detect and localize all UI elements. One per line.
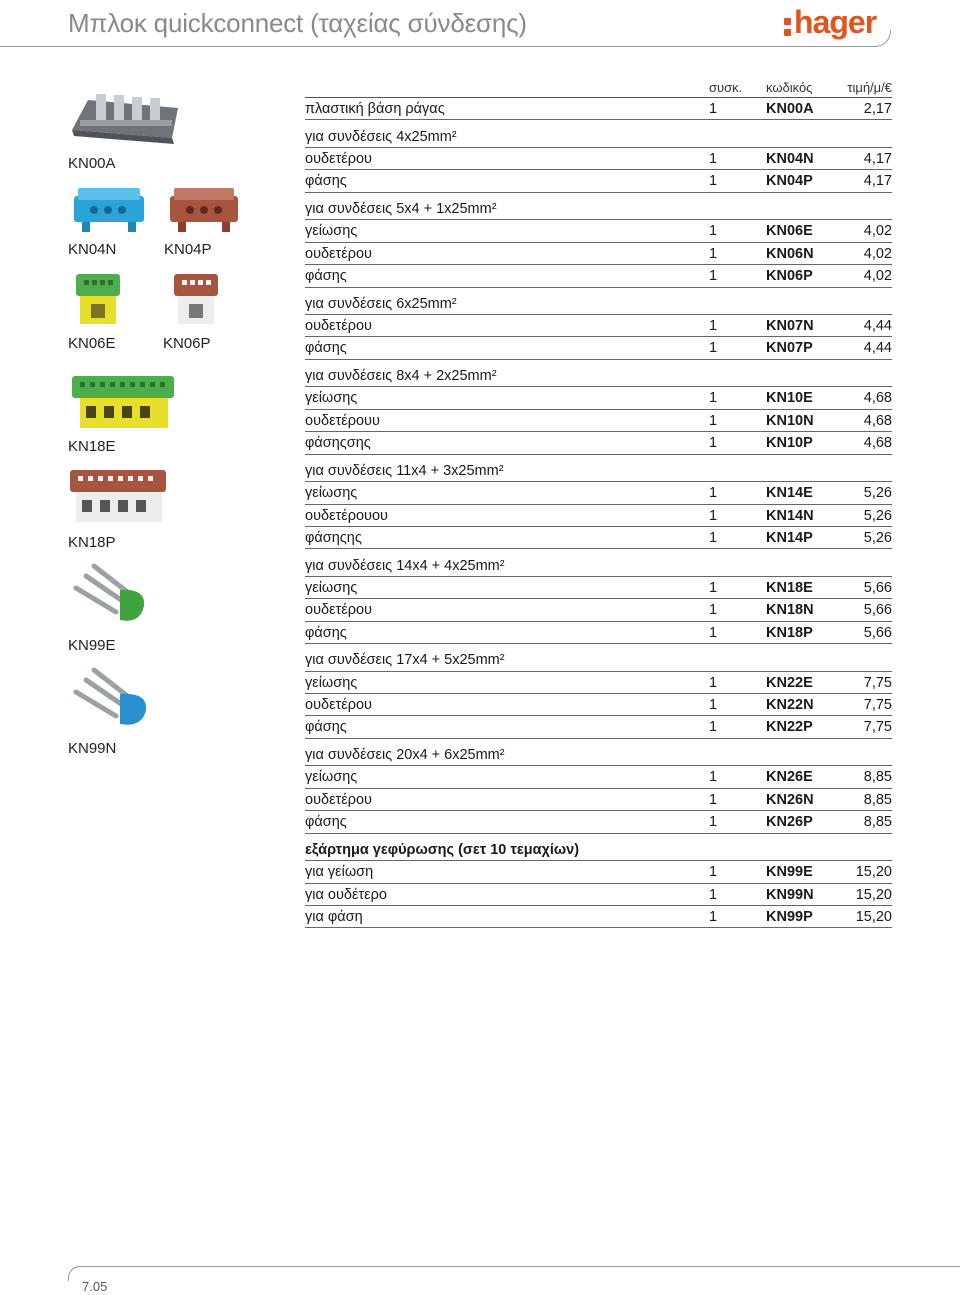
- row-code: KN06P: [766, 268, 813, 285]
- header-qty: συσκ.: [709, 80, 743, 95]
- product-label: KN18P: [68, 534, 116, 551]
- row-code: KN10P: [766, 435, 813, 452]
- row-code: KN10N: [766, 412, 814, 429]
- logo-text: hager: [794, 4, 877, 40]
- table-row: [305, 811, 892, 833]
- row-description: ουδετέρου: [305, 150, 372, 167]
- row-qty: 1: [709, 268, 718, 285]
- row-qty: 1: [709, 507, 718, 524]
- row-qty: 1: [709, 173, 718, 190]
- row-description: γείωσης: [305, 579, 358, 596]
- long-green-block-image: [70, 372, 176, 432]
- table-row: [305, 766, 892, 788]
- long-brown-block-image: [68, 466, 168, 526]
- row-price: 4,44: [863, 340, 892, 357]
- product-label: KN06P: [163, 335, 211, 352]
- table-row: [305, 432, 892, 454]
- table-row: [305, 694, 892, 716]
- row-qty: 1: [709, 340, 718, 357]
- row-qty: 1: [709, 624, 718, 641]
- row-code: KN06E: [766, 223, 813, 240]
- row-qty: 1: [709, 412, 718, 429]
- row-price: 2,17: [863, 101, 892, 117]
- row-code: KN04P: [766, 173, 813, 190]
- row-price: 4,02: [863, 245, 892, 262]
- row-code: KN99N: [766, 886, 814, 903]
- row-description: ουδετέρου: [305, 602, 372, 619]
- row-description: γείωσης: [305, 390, 358, 407]
- product-label: KN00A: [68, 155, 116, 172]
- row-qty: 1: [709, 886, 718, 903]
- table-row: [305, 577, 892, 599]
- row-code: KN00A: [766, 101, 814, 117]
- row-price: 5,26: [863, 485, 892, 502]
- row-qty: 1: [709, 719, 718, 736]
- green-block-image: [74, 272, 122, 328]
- table-group-row: [305, 460, 892, 482]
- row-code: KN26P: [766, 814, 813, 831]
- table-row: [305, 243, 892, 265]
- table-row: [305, 265, 892, 287]
- page-number: 7.05: [82, 1279, 108, 1294]
- row-qty: 1: [709, 101, 718, 117]
- hager-logo: [784, 4, 876, 41]
- row-qty: 1: [709, 697, 718, 714]
- table-row: [305, 861, 892, 883]
- row-price: 4,68: [863, 412, 892, 429]
- row-code: KN26E: [766, 769, 813, 786]
- row-price: 4,02: [863, 223, 892, 240]
- table-group-row: [305, 649, 892, 671]
- row-description: για φάση: [305, 908, 363, 925]
- page-title: Μπλοκ quickconnect (ταχείας σύνδεσης): [68, 8, 527, 38]
- row-description: φάσηςης: [305, 529, 362, 546]
- table-group-row: [305, 744, 892, 766]
- row-price: 7,75: [863, 697, 892, 714]
- row-qty: 1: [709, 791, 718, 808]
- product-label: KN04N: [68, 241, 117, 258]
- row-price: 5,66: [863, 579, 892, 596]
- table-row: [305, 672, 892, 694]
- row-price: 15,20: [855, 908, 892, 925]
- table-row: [305, 410, 892, 432]
- table-group-row: [305, 198, 892, 220]
- row-description: για συνδέσεις 6x25mm²: [305, 295, 457, 312]
- row-qty: 1: [709, 814, 718, 831]
- row-code: KN22N: [766, 697, 814, 714]
- row-code: KN22P: [766, 719, 813, 736]
- row-code: KN99E: [766, 864, 813, 881]
- row-description: γείωσης: [305, 485, 358, 502]
- row-price: 4,44: [863, 318, 892, 335]
- row-qty: 1: [709, 245, 718, 262]
- row-description: ουδετέρου: [305, 245, 372, 262]
- row-price: 4,68: [863, 435, 892, 452]
- logo-mark-icon: [784, 11, 792, 33]
- row-qty: 1: [709, 864, 718, 881]
- table-row: [305, 505, 892, 527]
- table-row: [305, 387, 892, 409]
- row-description: για ουδέτερο: [305, 886, 387, 903]
- row-description: φάσης: [305, 624, 347, 641]
- row-qty: 1: [709, 150, 718, 167]
- blue-block-image: [72, 186, 146, 234]
- row-code: KN14N: [766, 507, 814, 524]
- row-price: 7,75: [863, 719, 892, 736]
- blue-bridge-image: [68, 664, 152, 730]
- header-price: τιμή/μ/€: [847, 80, 892, 95]
- row-price: 5,26: [863, 507, 892, 524]
- rail-base-image: [68, 90, 182, 146]
- table-group-row: [305, 555, 892, 577]
- row-code: KN26N: [766, 791, 814, 808]
- row-description: φάσης: [305, 814, 347, 831]
- row-code: KN99P: [766, 908, 813, 925]
- table-row: [305, 315, 892, 337]
- row-code: KN07N: [766, 318, 814, 335]
- row-code: KN18E: [766, 579, 813, 596]
- header-divider: [0, 46, 878, 47]
- footer-divider: [78, 1266, 960, 1267]
- product-label: KN99N: [68, 740, 117, 757]
- row-price: 8,85: [863, 769, 892, 786]
- row-price: 4,02: [863, 268, 892, 285]
- row-description: φάσης: [305, 719, 347, 736]
- row-qty: 1: [709, 579, 718, 596]
- table-group-row: [305, 126, 892, 148]
- row-price: 4,68: [863, 390, 892, 407]
- row-qty: 1: [709, 390, 718, 407]
- row-qty: 1: [709, 435, 718, 452]
- row-code: KN14P: [766, 529, 813, 546]
- table-group-row: [305, 839, 892, 861]
- row-description: γείωσης: [305, 223, 358, 240]
- row-price: 8,85: [863, 814, 892, 831]
- row-price: 4,17: [863, 173, 892, 190]
- green-bridge-image: [68, 560, 150, 626]
- brown-block-image: [168, 186, 240, 234]
- row-qty: 1: [709, 485, 718, 502]
- row-description: ουδετέρουου: [305, 507, 388, 524]
- row-code: KN22E: [766, 674, 813, 691]
- header-code: κωδικός: [766, 80, 813, 95]
- table-row: [305, 599, 892, 621]
- row-description: για συνδέσεις 20x4 + 6x25mm²: [305, 747, 505, 764]
- row-description: φάσηςσης: [305, 435, 371, 452]
- row-description: για συνδέσεις 4x25mm²: [305, 128, 457, 145]
- row-qty: 1: [709, 602, 718, 619]
- row-description: ουδετέρου: [305, 697, 372, 714]
- row-price: 5,26: [863, 529, 892, 546]
- table-row: [305, 98, 892, 120]
- row-description: για συνδέσεις 5x4 + 1x25mm²: [305, 200, 497, 217]
- row-description: φάσης: [305, 340, 347, 357]
- row-price: 15,20: [855, 886, 892, 903]
- table-group-row: [305, 293, 892, 315]
- row-price: 5,66: [863, 624, 892, 641]
- table-row: [305, 170, 892, 192]
- row-description: πλαστική βάση ράγας: [305, 101, 445, 117]
- row-description: ουδετέρουυ: [305, 412, 380, 429]
- row-description: ουδετέρου: [305, 318, 372, 335]
- row-description: για γείωση: [305, 864, 374, 881]
- row-price: 5,66: [863, 602, 892, 619]
- row-description: γείωσης: [305, 769, 358, 786]
- row-description: εξάρτημα γεφύρωσης (σετ 10 τεμαχίων): [305, 841, 580, 858]
- row-price: 15,20: [855, 864, 892, 881]
- row-code: KN14E: [766, 485, 813, 502]
- table-header: [305, 80, 892, 98]
- table-group-row: [305, 365, 892, 387]
- brown-white-block-image: [172, 272, 220, 328]
- row-description: φάσης: [305, 173, 347, 190]
- row-qty: 1: [709, 318, 718, 335]
- table-row: [305, 716, 892, 738]
- row-description: φάσης: [305, 268, 347, 285]
- table-row: [305, 527, 892, 549]
- row-code: KN06N: [766, 245, 814, 262]
- table-row: [305, 148, 892, 170]
- row-qty: 1: [709, 674, 718, 691]
- row-qty: 1: [709, 908, 718, 925]
- row-price: 4,17: [863, 150, 892, 167]
- table-row: [305, 789, 892, 811]
- row-code: KN18P: [766, 624, 813, 641]
- header-divider-curve: [870, 30, 891, 47]
- product-label: KN99E: [68, 637, 116, 654]
- row-description: γείωσης: [305, 674, 358, 691]
- product-label: KN06E: [68, 335, 116, 352]
- row-code: KN10E: [766, 390, 813, 407]
- row-qty: 1: [709, 769, 718, 786]
- row-description: για συνδέσεις 8x4 + 2x25mm²: [305, 368, 497, 385]
- row-description: για συνδέσεις 14x4 + 4x25mm²: [305, 557, 505, 574]
- row-description: για συνδέσεις 17x4 + 5x25mm²: [305, 652, 505, 669]
- row-qty: 1: [709, 529, 718, 546]
- table-row: [305, 906, 892, 928]
- table-row: [305, 337, 892, 359]
- row-price: 7,75: [863, 674, 892, 691]
- table-row: [305, 884, 892, 906]
- row-code: KN07P: [766, 340, 813, 357]
- row-code: KN04N: [766, 150, 814, 167]
- table-row: [305, 220, 892, 242]
- product-label: KN04P: [164, 241, 212, 258]
- product-label: KN18E: [68, 438, 116, 455]
- row-price: 8,85: [863, 791, 892, 808]
- row-description: για συνδέσεις 11x4 + 3x25mm²: [305, 462, 504, 479]
- table-row: [305, 622, 892, 644]
- footer-divider-curve: [68, 1266, 81, 1281]
- table-row: [305, 482, 892, 504]
- row-code: KN18N: [766, 602, 814, 619]
- table-body: [305, 98, 892, 928]
- price-table: [305, 80, 892, 928]
- row-qty: 1: [709, 223, 718, 240]
- row-description: ουδετέρου: [305, 791, 372, 808]
